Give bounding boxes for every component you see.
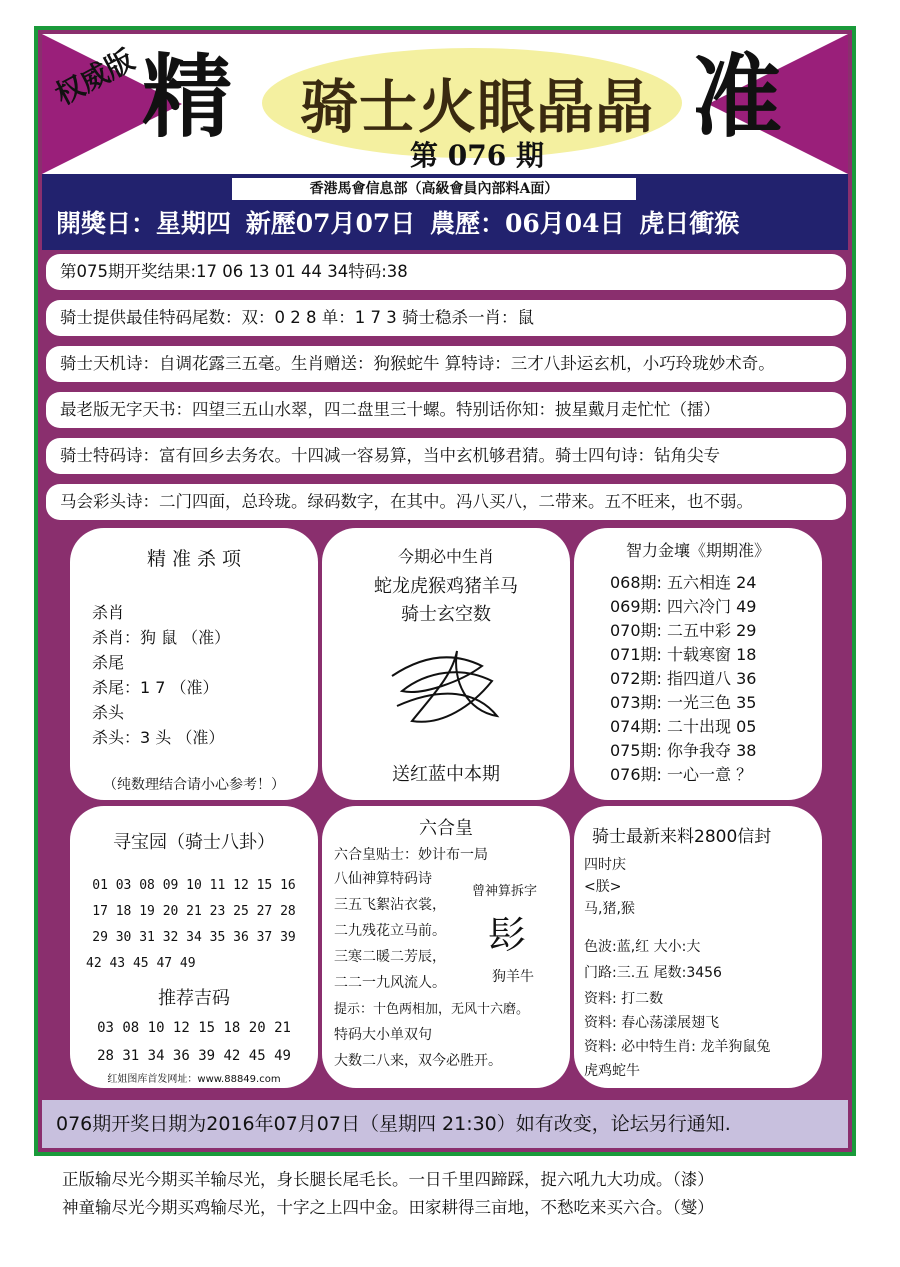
latest-line: 门路:三.五 尾数:3456 [584, 965, 722, 981]
right-big-char: 准 [692, 44, 782, 150]
tail-row: 骑士提供最佳特码尾数：双：0 2 8 单：1 7 3 骑士稳杀一肖：鼠 [46, 300, 846, 336]
kill-title: 精 准 杀 项 [146, 548, 242, 570]
kill-line: 杀尾：1 7 （准） [92, 678, 219, 697]
zhili-line: 073期: 一光三色 35 [610, 693, 757, 712]
kill-line: 杀肖 [92, 603, 125, 622]
xunbao-nums: 01 03 08 09 10 11 12 15 16 [92, 878, 296, 893]
must-line: 蛇龙虎猴鸡猪羊马 [374, 576, 518, 597]
xunbao-title: 寻宝园（骑士八卦） [113, 832, 275, 853]
zhili-line: 071期: 十载寒窗 18 [610, 645, 757, 664]
latest-line: 虎鸡蛇牛 [584, 1063, 640, 1079]
liuhe-box [322, 806, 570, 1088]
latest-line: 四时庆 [584, 857, 626, 873]
subline: 香港馬會信息部（高級會員內部料A面） [232, 178, 636, 200]
rec-title: 推荐吉码 [158, 988, 230, 1009]
must-box [322, 528, 570, 800]
bottom-poem: 正版输尽光今期买羊输尽光，身长腿长尾毛长。一日千里四蹄踩，捉六吼九大功成。（漆） [62, 1170, 714, 1189]
kill-line: 杀肖：狗 鼠 （准） [92, 628, 231, 647]
kill-line: 杀头 [92, 703, 125, 722]
poem-row: 骑士天机诗：自调花露三五毫。生肖赠送：狗猴蛇牛 算特诗：三才八卦运玄机，小巧玲珑妙术奇。 [46, 346, 846, 382]
header [42, 34, 848, 174]
latest-line: <朕> [584, 879, 622, 895]
xunbao-nums: 17 18 19 20 21 23 25 27 28 [92, 904, 296, 919]
liuhe-line: 提示：十色两相加，无风十六磨。 [334, 1002, 530, 1017]
zhili-line: 076期: 一心一意 ？ [610, 765, 753, 784]
liuhe-line: 六合皇贴士：妙计布一局 [334, 847, 488, 863]
must-bottom: 送红蓝中本期 [392, 764, 500, 785]
xunbao-nums: 29 30 31 32 34 35 36 37 39 [92, 930, 296, 945]
zhili-line: 069期: 四六冷门 49 [610, 597, 757, 616]
liuhe-line: 八仙神算特码诗 [334, 871, 432, 887]
latest-line: 资料: 打二数 [584, 991, 664, 1007]
latest-box [574, 806, 822, 1088]
liuhe-line: 三寒二暖二芳辰， [334, 949, 446, 965]
liuhe-side-bottom: 狗羊牛 [492, 969, 534, 985]
xunbao-nums: 42 43 45 47 49 [86, 956, 196, 971]
page-title: 骑士火眼晶晶 [299, 73, 654, 141]
zhili-line: 074期: 二十出现 05 [610, 717, 757, 736]
xunbao-box [70, 806, 318, 1088]
must-line: 今期必中生肖 [397, 547, 494, 566]
zhili-line: 075期: 你争我夺 38 [610, 741, 757, 760]
zhili-title: 智力金壤《期期准》 [625, 541, 770, 560]
edition-label: 权威版 [49, 43, 140, 112]
kill-line: 杀尾 [92, 653, 125, 672]
zhili-line: 072期: 指四道八 36 [610, 669, 757, 688]
horse-poem-row: 马会彩头诗：二门四面，总玲珑。绿码数字，在其中。冯八买八，二带来。五不旺来，也不弱。 [46, 484, 846, 520]
liuhe-line: 二二一九风流人。 [334, 975, 446, 991]
draw-date-line: 開獎日：星期四 新歷07月07日 農歷：06月04日 虎日衝猴 [56, 209, 740, 238]
zhili-box [574, 528, 822, 800]
liuhe-line: 三五飞絮沾衣裳， [334, 897, 446, 913]
must-line: 骑士玄空数 [401, 604, 491, 625]
bottom-poem: 神童输尽光今期买鸡输尽光，十字之上四中金。田家耕得三亩地，不愁吃来买六合。（燮） [62, 1198, 714, 1217]
liuhe-big-char: 髟 [488, 913, 527, 957]
signature-scribble [382, 636, 512, 736]
poster-frame [34, 26, 856, 1156]
zhili-line: 068期: 五六相连 24 [610, 573, 757, 592]
kill-note: （纯数理结合请小心参考！） [103, 777, 285, 793]
book-row: 最老版无字天书：四望三五山水翠，四二盘里三十螺。特别话你知：披星戴月走忙忙（擂） [46, 392, 846, 428]
liuhe-title: 六合皇 [419, 818, 473, 839]
issue-number: 第 076 期 [410, 139, 544, 172]
latest-title: 骑士最新来料2800信封 [592, 827, 772, 847]
liuhe-side-title: 曾神算拆字 [472, 884, 538, 899]
left-big-char: 精 [142, 44, 232, 150]
rec-nums: 03 08 10 12 15 18 20 21 [97, 1020, 291, 1036]
liuhe-line: 特码大小单双句 [334, 1027, 432, 1043]
site-url: 红姐图库首发网址：www.88849.com [107, 1074, 281, 1085]
kill-box [70, 528, 318, 800]
liuhe-line: 大数二八来，双今必胜开。 [334, 1053, 502, 1069]
draw-info-bar [42, 174, 848, 250]
code-poem-row: 骑士特码诗：富有回乡去务农。十四减一容易算，当中玄机够君猜。骑士四句诗：钻角尖专 [46, 438, 846, 474]
latest-line: 资料: 必中特生肖: 龙羊狗鼠兔 [584, 1039, 771, 1055]
kill-line: 杀头：3 头 （准） [92, 728, 225, 747]
liuhe-line: 二九残花立马前。 [334, 923, 446, 939]
latest-line: 马,猪,猴 [584, 901, 635, 917]
rec-nums: 28 31 34 36 39 42 45 49 [97, 1048, 291, 1064]
zhili-line: 070期: 二五中彩 29 [610, 621, 757, 640]
latest-line: 资料: 春心荡漾展翅飞 [584, 1015, 720, 1031]
footer-notice: 076期开奖日期为2016年07月07日（星期四 21:30）如有改变，论坛另行通知. [42, 1100, 848, 1148]
result-row: 第075期开奖结果:17 06 13 01 44 34特码:38 [46, 254, 846, 290]
latest-line: 色波:蓝,红 大小:大 [584, 939, 701, 955]
